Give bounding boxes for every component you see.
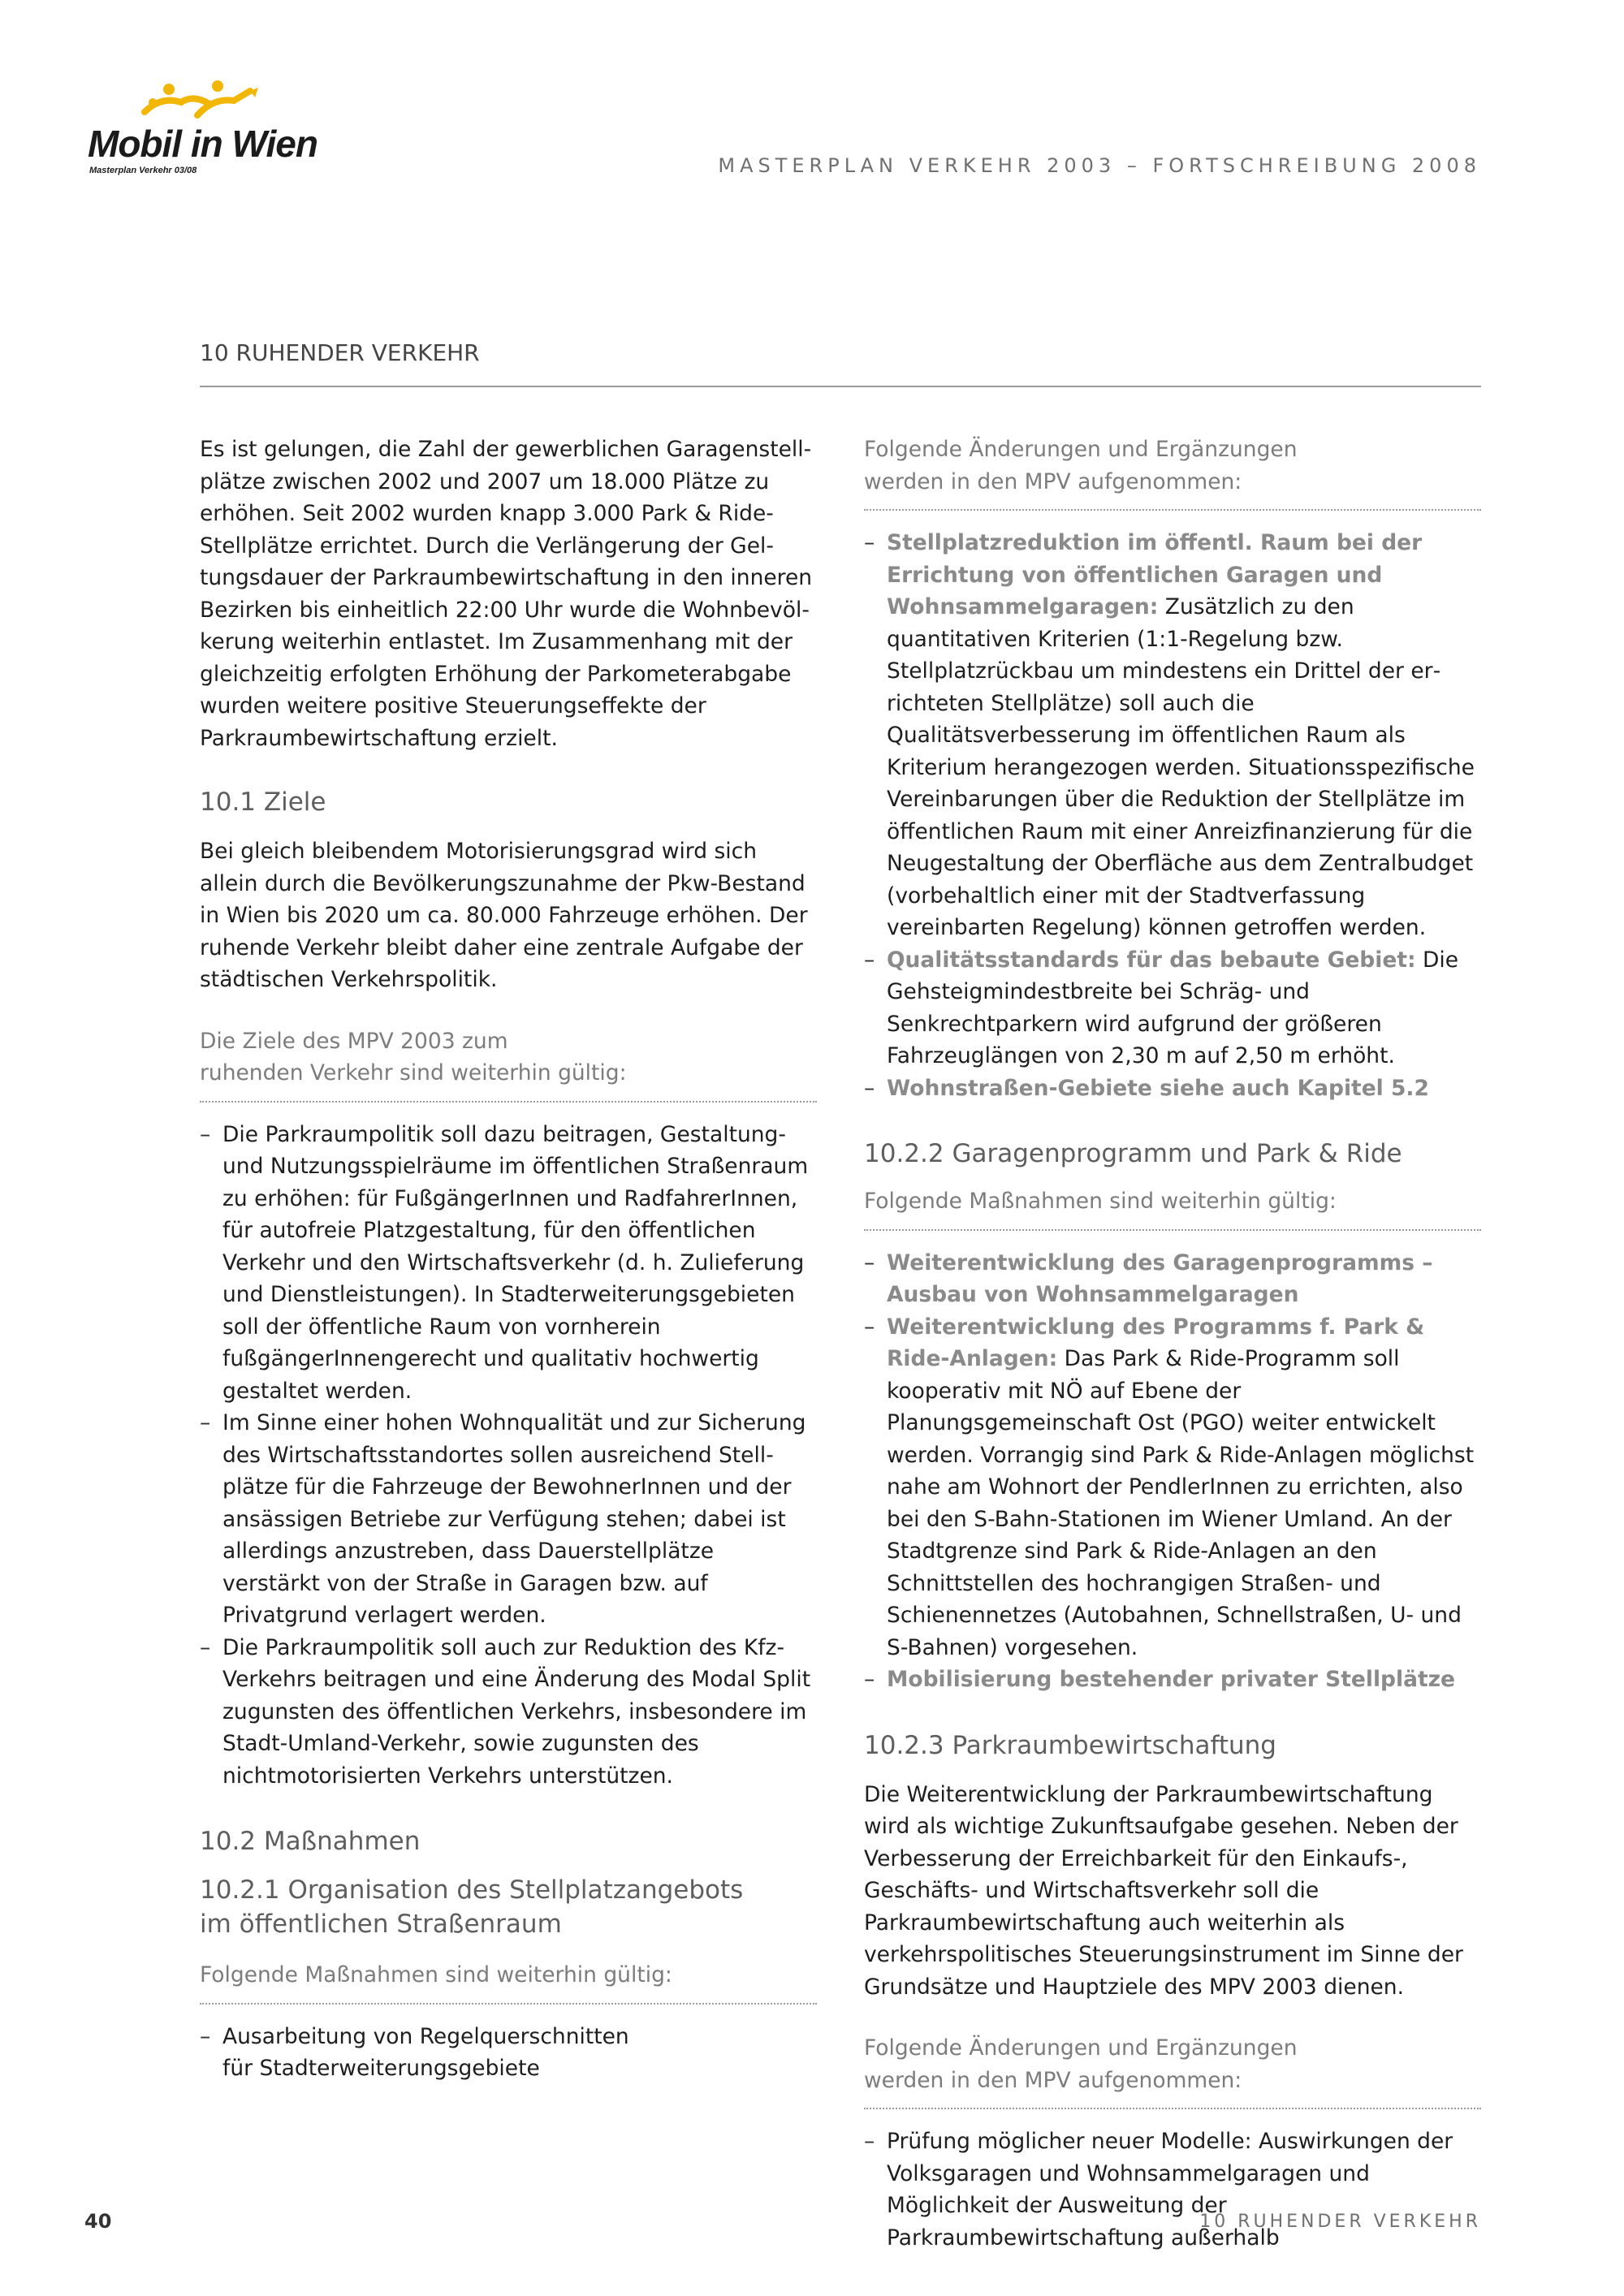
bewirt-intro-line-1: Folgende Änderungen und Ergänzungen xyxy=(864,2035,1298,2061)
list-item xyxy=(864,1072,1481,1105)
logo-text: Mobil in Wien xyxy=(88,123,317,165)
subsection-heading-garagen: 10.2.2 Garagenprogramm und Park & Ride xyxy=(864,1139,1402,1168)
org-heading-line-2: im öffentlichen Straßenraum xyxy=(200,1910,562,1939)
subsection-heading-bewirtschaftung: 10.2.3 Parkraumbewirtschaftung xyxy=(864,1730,1276,1760)
garagen-list xyxy=(864,1247,1481,1696)
bewirt-intro-line-2: werden in den MPV aufgenommen: xyxy=(864,2067,1242,2093)
item-bold: Mobilisierung bestehender privater Stellplätze xyxy=(887,1667,1456,1692)
ziele-intro-line-2: ruhenden Verkehr sind weiterhin gültig: xyxy=(200,1060,627,1085)
bewirt-intro xyxy=(864,2032,1481,2109)
garagen-intro: Folgende Maßnahmen sind weiterhin gültig: xyxy=(864,1185,1481,1231)
item-bold: Wohnstraßen-Gebiete siehe auch Kapitel 5.2 xyxy=(887,1075,1429,1101)
running-figures-icon xyxy=(136,80,266,128)
running-footer: 10 RUHENDER VERKEHR xyxy=(1199,2212,1481,2232)
ziele-intro-line-1: Die Ziele des MPV 2003 zum xyxy=(200,1028,508,1054)
list-item xyxy=(200,2021,817,2085)
subsection-heading-organisation xyxy=(200,1873,817,1941)
org-item-line-1: – Ausarbeitung von Regelquerschnitten xyxy=(222,2023,629,2049)
intro-paragraph: Es ist gelungen, die Zahl der gewerblichen Garagenstellplätze zwischen 2002 und 2007 um 18.000 Plätze zu erhöhen. Seit 2002 wurden knapp 3.000 Park & Ride-Stellplätze errichtet. Durch die Verlängerung der Geltungsdauer der Parkraumbewirtschaftung in den inneren Bezirken bis einheitlich 22:00 Uhr wurde die Wohnbevölkerung weiterhin entlastet. Im Zusammenhang mit der gleichzeitig erfolgten Erhöhung der Parkometerabgabe wurden weitere positive Steuerungseffekte der Parkraumbewirtschaftung erzielt. xyxy=(200,437,813,751)
list-item xyxy=(864,527,1481,944)
aenderungen-list xyxy=(864,527,1481,1104)
ziele-intro xyxy=(200,1025,817,1103)
item-bold: Qualitätsstandards für das bebaute Gebiet: xyxy=(887,947,1416,973)
item-text: Die Gehsteigmindestbreite bei Schräg- und Senkrechtparkern wird aufgrund der größeren Fahrzeuglängen von 2,30 m auf 2,50 m erhöht. xyxy=(887,947,1459,1068)
list-item: – Die Parkraumpolitik soll dazu beitragen, Gestaltung- und Nutzungsspielräume im öffentlichen Straßenraum zu erhöhen: für FußgängerInnen und RadfahrerInnen, für autofreie Platzgestaltung, für den öffentlichen Verkehr und den Wirtschaftsverkehr (d. h. Zulieferung und Dienstleistungen). In Stadterweiterungsgebieten soll der öffentliche Raum von vornherein fußgängerInnengerecht und qualitativ hochwertig gestaltet werden. xyxy=(200,1119,817,1408)
org-list xyxy=(200,2021,817,2085)
section-heading-ziele: 10.1 Ziele xyxy=(200,788,326,817)
aend-intro-line-1: Folgende Änderungen und Ergänzungen xyxy=(864,437,1298,462)
bewirtschaftung-paragraph: Die Weiterentwicklung der Parkraumbewirtschaftung wird als wichtige Zukunftsaufgabe gesehen. Neben der Verbesserung der Erreichbarkeit für den Einkaufs-, Geschäfts- und Wirtschaftsverkehr soll die Parkraumbewirtschaftung auch weiterhin als verkehrspolitisches Steuerungsinstrument im Sinne der Grundsätze und Hauptziele des MPV 2003 dienen. xyxy=(864,1781,1463,2000)
list-item xyxy=(864,1311,1481,1664)
list-item xyxy=(864,944,1481,1072)
list-item: – Die Parkraumpolitik soll auch zur Reduktion des Kfz-Verkehrs beitragen und eine Änderung des Modal Split zugunsten des öffentlichen Verkehrs, insbesondere im Stadt-Umland-Verkehr, sowie zugunsten des nichtmotorisierten Verkehrs unterstützen. xyxy=(200,1632,817,1793)
item-text: Zusätzlich zu den quantitativen Kriterien (1:1-Regelung bzw. Stellplatzrückbau um mindestens ein Drittel der errichteten Stellplätze) soll auch die Qualitätsverbesserung im öffentlichen Raum als Kriterium herangezogen werden. Situationsspezifische Vereinbarungen über die Reduktion der Stellplätze im öffentlichen Raum mit einer Anreizfinanzierung für die Neugestaltung der Oberfläche aus dem Zentralbudget (vorbehaltlich einer mit der Stadtverfassung vereinbarten Regelung) können getroffen werden. xyxy=(887,594,1475,940)
left-column xyxy=(200,434,817,2085)
logo-subtitle: Masterplan Verkehr 03/08 xyxy=(89,166,197,175)
item-bold: Weiterentwicklung des Programms f. Park & Ride-Anlagen: xyxy=(887,1314,1425,1371)
list-item xyxy=(864,1664,1481,1696)
item-bold: Stellplatzreduktion im öffentl. Raum bei der Errichtung von öffentlichen Garagen und Wohnsammelgaragen: xyxy=(887,530,1423,619)
org-intro: Folgende Maßnahmen sind weiterhin gültig: xyxy=(200,1959,817,2005)
page-number: 40 xyxy=(84,2210,112,2233)
ziele-paragraph: Bei gleich bleibendem Motorisierungsgrad wird sich allein durch die Bevölkerungszunahme der Pkw-Bestand in Wien bis 2020 um ca. 80.000 Fahrzeuge erhöhen. Der ruhende Verkehr bleibt daher eine zentrale Aufgabe der städtischen Verkehrspolitik. xyxy=(200,839,808,992)
org-heading-line-1: 10.2.1 Organisation des Stellplatzangebots xyxy=(200,1875,744,1905)
section-heading-massnahmen: 10.2 Maßnahmen xyxy=(200,1827,421,1856)
ziele-list xyxy=(200,1119,817,1793)
right-column xyxy=(864,434,1481,2254)
running-header: MASTERPLAN VERKEHR 2003 – FORTSCHREIBUNG 2008 xyxy=(718,154,1481,177)
list-item: – Im Sinne einer hohen Wohnqualität und zur Sicherung des Wirtschaftsstandortes sollen ausreichend Stellplätze für die Fahrzeuge der BewohnerInnen und der ansässigen Betriebe zur Verfügung stehen; dabei ist allerdings anzustreben, dass Dauerstellplätze verstärkt von der Straße in Garagen bzw. auf Privatgrund verlagert werden. xyxy=(200,1407,817,1632)
chapter-title: 10 RUHENDER VERKEHR xyxy=(200,339,1481,387)
item-text: Das Park & Ride-Programm soll kooperativ mit NÖ auf Ebene der Planungsgemeinschaft Ost (PGO) weiter entwickelt werden. Vorrangig sind Park & Ride-Anlagen möglichst nahe am Wohnort der PendlerInnen zu errichten, also bei den S-Bahn-Stationen im Wiener Umland. An der Stadtgrenze sind Park & Ride-Anlagen an den Schnittstellen des hochrangigen Straßen- und Schienennetzes (Autobahnen, Schnellstraßen, U- und S-Bahnen) vorgesehen. xyxy=(887,1346,1475,1660)
logo xyxy=(88,80,323,181)
list-item xyxy=(864,1247,1481,1311)
list-item: – Prüfung möglicher neuer Modelle: Auswirkungen der Volksgaragen und Wohnsammelgaragen und Möglichkeit der Ausweitung der Parkraumbewirtschaftung außerhalb xyxy=(864,2126,1481,2254)
org-item-line-2: für Stadterweiterungsgebiete xyxy=(222,2056,540,2081)
item-bold: Weiterentwicklung des Garagenprogramms – Ausbau von Wohnsammelgaragen xyxy=(887,1249,1433,1307)
bewirt-list xyxy=(864,2126,1481,2254)
aenderungen-intro xyxy=(864,434,1481,511)
aend-intro-line-2: werden in den MPV aufgenommen: xyxy=(864,468,1242,494)
